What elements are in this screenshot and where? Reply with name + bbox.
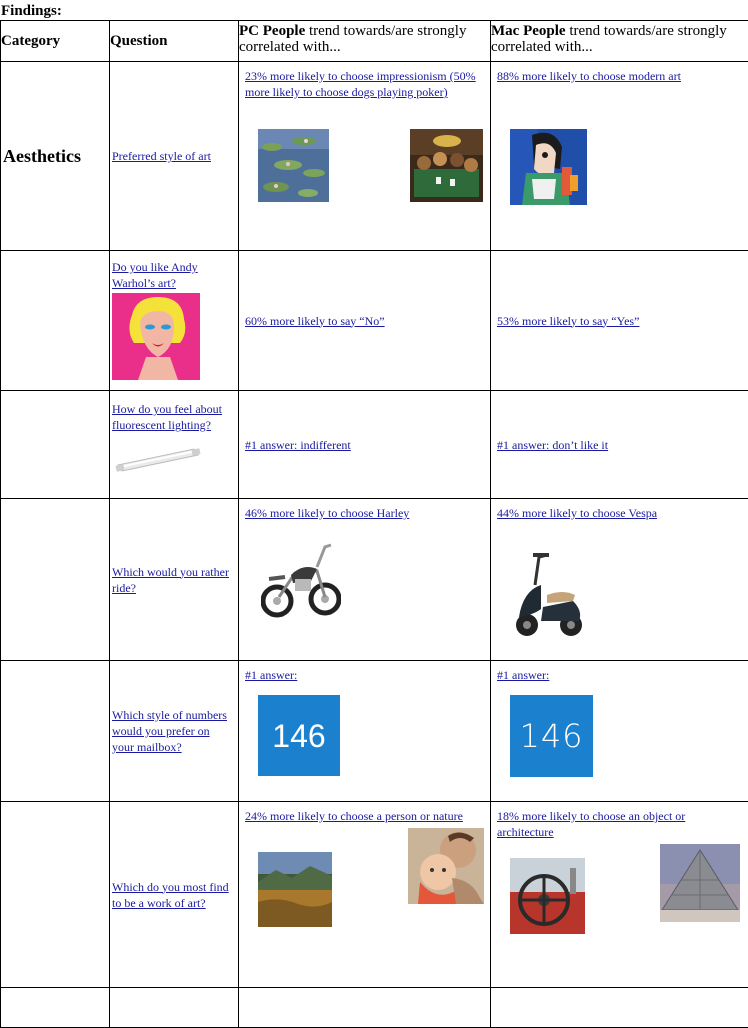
pc-answer-link[interactable]: 60% more likely to say “No” xyxy=(245,314,385,328)
findings-heading: Findings: xyxy=(1,3,62,20)
table-row xyxy=(1,499,748,661)
mac-answer-cell xyxy=(491,802,748,988)
pc-answer-cell xyxy=(239,802,491,988)
question-link[interactable]: Preferred style of art xyxy=(112,149,211,163)
mac-answer-cell xyxy=(491,988,748,1028)
findings-table xyxy=(0,20,748,1028)
table-row xyxy=(1,661,748,802)
question-link[interactable]: Do you like Andy Warhol’s art? xyxy=(112,260,198,290)
mac-answer-link[interactable]: #1 answer: xyxy=(497,668,549,682)
category-cell xyxy=(1,661,110,802)
question-link[interactable]: Which would you rather ride? xyxy=(112,565,229,595)
pc-answer-cell xyxy=(239,391,491,499)
category-cell xyxy=(1,499,110,661)
marilyn-pop-art xyxy=(112,293,200,380)
question-link[interactable]: Which style of numbers would you prefer on your mailbox? xyxy=(112,708,227,754)
mac-answer-link[interactable]: 88% more likely to choose modern art xyxy=(497,69,681,83)
mailbox-number-tile-pc: 146 xyxy=(258,695,340,776)
question-cell xyxy=(110,391,239,499)
pc-answer-link[interactable]: #1 answer: indifferent xyxy=(245,438,351,452)
header-row xyxy=(1,21,748,62)
mac-answer-cell xyxy=(491,661,748,802)
mac-answer-link[interactable]: #1 answer: don’t like it xyxy=(497,438,608,452)
pc-answer-link[interactable]: 23% more likely to choose impressionism (50% more likely to choose dogs playing poker) xyxy=(245,69,476,99)
col-header-question: Question xyxy=(110,21,239,62)
category-cell xyxy=(1,251,110,391)
fluorescent-tube-fixture xyxy=(112,443,202,475)
mac-answer-cell xyxy=(491,62,748,251)
mac-header-rest: trend towards/are strongly correlated with... xyxy=(491,23,727,55)
table-row xyxy=(1,62,748,251)
pc-answer-cell xyxy=(239,499,491,661)
car-steering-wheel-photo xyxy=(510,858,585,934)
question-cell xyxy=(110,499,239,661)
question-link[interactable]: Which do you most find to be a work of art? xyxy=(112,880,229,910)
question-cell xyxy=(110,802,239,988)
mac-answer-cell xyxy=(491,391,748,499)
pc-answer-link[interactable]: #1 answer: xyxy=(245,668,297,682)
category-cell: Aesthetics xyxy=(1,62,110,251)
landscape-photo xyxy=(258,852,332,927)
col-header-category: Category xyxy=(1,21,110,62)
pc-answer-link[interactable]: 24% more likely to choose a person or nature xyxy=(245,809,463,823)
pc-header-rest: trend towards/are strongly correlated with... xyxy=(239,23,466,55)
col-header-mac xyxy=(491,21,748,62)
pc-people-label: PC People xyxy=(239,23,305,39)
water-lilies-painting xyxy=(258,129,329,202)
pc-answer-cell xyxy=(239,661,491,802)
pc-answer-cell xyxy=(239,62,491,251)
question-cell xyxy=(110,988,239,1028)
col-header-pc xyxy=(239,21,491,62)
glass-pyramid-photo xyxy=(660,844,740,922)
mac-answer-link[interactable]: 44% more likely to choose Vespa xyxy=(497,506,657,520)
table-row xyxy=(1,251,748,391)
table-row xyxy=(1,802,748,988)
motorcycle xyxy=(261,537,341,621)
pc-answer-link[interactable]: 46% more likely to choose Harley xyxy=(245,506,409,520)
question-cell xyxy=(110,661,239,802)
pc-answer-cell xyxy=(239,988,491,1028)
question-cell xyxy=(110,62,239,251)
mac-answer-link[interactable]: 53% more likely to say “Yes” xyxy=(497,314,639,328)
cubist-portrait-painting xyxy=(510,129,587,205)
mac-answer-link[interactable]: 18% more likely to choose an object or architecture xyxy=(497,809,685,839)
mac-people-label: Mac People xyxy=(491,23,566,39)
dogs-playing-poker-painting xyxy=(410,129,483,202)
category-cell xyxy=(1,391,110,499)
scooter xyxy=(513,551,585,641)
table-row xyxy=(1,988,748,1028)
category-cell xyxy=(1,988,110,1028)
baby-and-father-photo xyxy=(408,828,484,904)
question-link[interactable]: How do you feel about fluorescent lighting? xyxy=(112,402,222,432)
mac-answer-cell xyxy=(491,499,748,661)
pc-answer-cell xyxy=(239,251,491,391)
question-cell xyxy=(110,251,239,391)
mailbox-number-tile-mac: 146 xyxy=(510,695,593,777)
mac-answer-cell xyxy=(491,251,748,391)
category-cell xyxy=(1,802,110,988)
table-row xyxy=(1,391,748,499)
